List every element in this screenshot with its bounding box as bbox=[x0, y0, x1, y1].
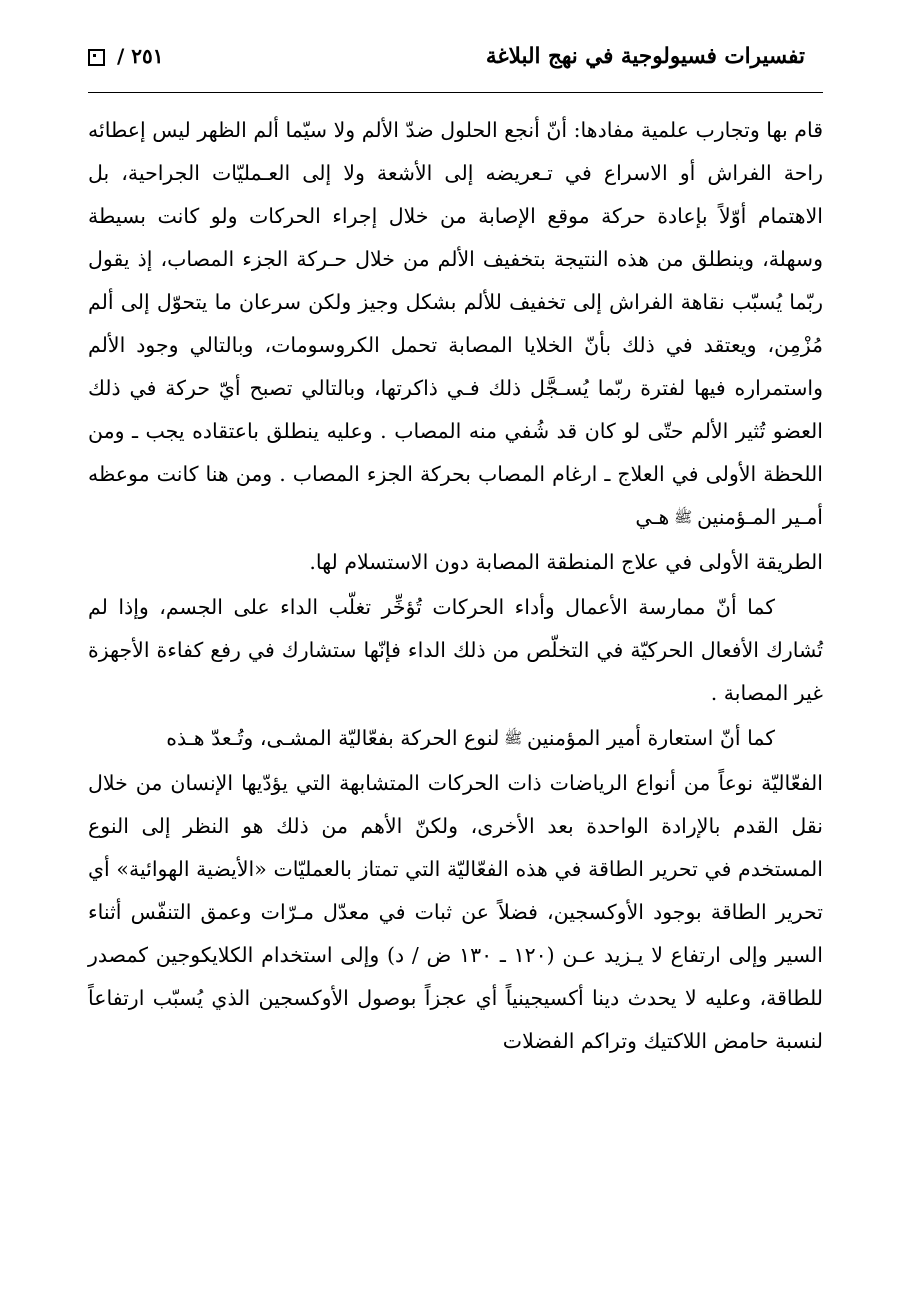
paragraph-1 bbox=[88, 109, 823, 539]
paragraph-3 bbox=[88, 717, 823, 760]
paragraph-3-continuation: الفعّاليّة نوعاً من أنواع الرياضات ذات الحركات المتشابهة التي يؤدّيها الإنسان من خلال نقل القدم بالإرادة الواحدة بعد الأخرى، ولكنّ الأهم من ذلك هو النظر إلى النوع المستخدم في تحرير الطاقة في هذه الفعّاليّة التي تمتاز بالعمليّات «الأيضية الهوائية» أي تحرير الطاقة بوجود الأوكسجين، فضلاً عن ثبات في معدّل مـرّات وعمق التنفّس أثناء السير وإلى ارتفاع لا يـزيد عـن (١٢٠ ـ ١٣٠ ض / د) وإلى استخدام الكلايكوجين كمصدر للطاقة، وعليه لا يحدث دينا أكسيجينياً أي عجزاً بوصول الأوكسجين الذي يُسبّب ارتفاعاً لنسبة حامض اللاكتيك وتراكم الفضلات bbox=[88, 771, 823, 1053]
paragraph-1-text: قام بها وتجارب علمية مفادها: أنّ أنجع الحلول ضدّ الألم ولا سيّما ألم الظهر ليس إعطائه راحة الفراش أو الاسراع في تـعريضه إلى الأشعة ولا إلى العـمليّات الجراحية، بل الاهتمام أوّلاً بإعادة حركة موقع الإصابة من خلال إجراء الحركات ولو كانت بسيطة وسهلة، وينطلق من هذه النتيجة بتخفيف الألم من خلال حـركة الجزء المصاب، إذ يقول ربّما يُسبّب نقاهة الفراش إلى تخفيف للألم بشكل وجيز ولكن سرعان ما يتحوّل إلى ألم مُزْمِن، ويعتقد في ذلك بأنّ الخلايا المصابة تحمل الكروسومات، وبالتالي وجود الألم واستمراره فيها لفترة ربّما يُسـجَّل ذلك فـي ذاكرتها، وبالتالي تصبح أيّ حركة في ذلك العضو تُثير الألم حتّى لو كان قد شُفي منه المصاب . وعليه ينطلق باعتقاده يجب ـ ومن اللحظة الأولى في العلاج ـ ارغام المصاب بحركة الجزء المصاب . ومن هنا كانت موعظه أمـير المـؤمنين bbox=[88, 118, 823, 529]
paragraph-3-tail: لنوع الحركة بفعّاليّة المشـى، وتُـعدّ هـذه bbox=[166, 726, 500, 750]
honorific-glyph-1: ﷺ bbox=[669, 508, 697, 526]
page-header bbox=[88, 44, 823, 84]
square-bullet-icon bbox=[88, 49, 105, 66]
page-body bbox=[88, 109, 823, 1063]
page-number-group bbox=[88, 44, 164, 68]
honorific-glyph-2: ﷺ bbox=[499, 729, 527, 747]
book-title: تفسيرات فسيولوجية في نهج البلاغة bbox=[485, 44, 805, 69]
page-number: ٢٥١ / bbox=[117, 44, 164, 68]
header-divider bbox=[88, 92, 823, 93]
paragraph-1-tail: هـي bbox=[635, 505, 670, 529]
paragraph-3-text: كما أنّ استعارة أمير المؤمنين bbox=[526, 726, 775, 750]
paragraph-1-continuation: الطريقة الأولى في علاج المنطقة المصابة دون الاستسلام لها. bbox=[309, 550, 823, 574]
paragraph-2: كما أنّ ممارسة الأعمال وأداء الحركات تُؤخِّر تغلّب الداء على الجسم، وإذا لم تُشارك الأفعال الحركيّة في التخلّص من ذلك الداء فإنّها ستشارك في رفع كفاءة الأجهزة غير المصابة . bbox=[88, 595, 823, 705]
